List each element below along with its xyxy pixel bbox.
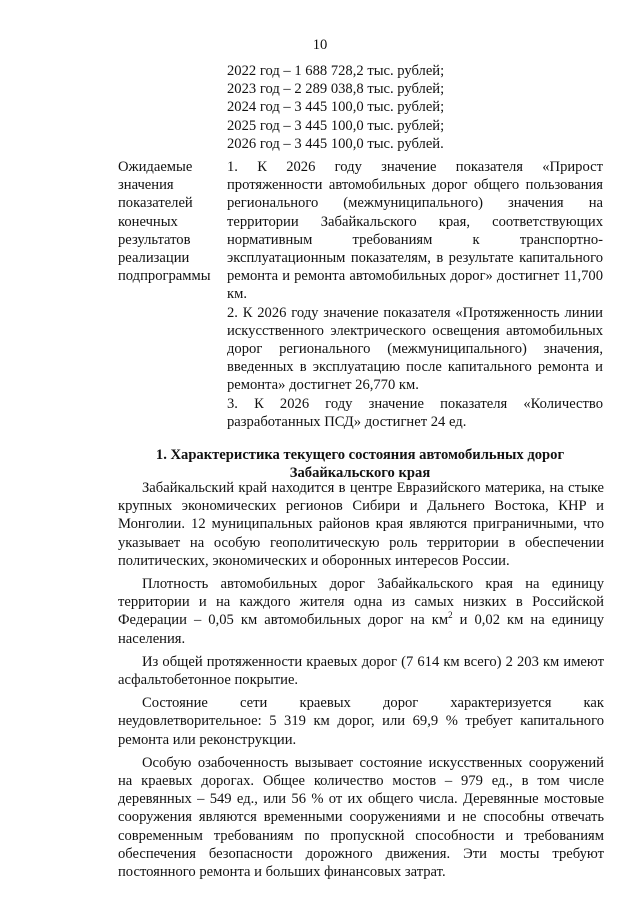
section-body	[118, 479, 604, 886]
paragraph-asphalt: Из общей протяженности краевых дорог (7 614 км всего) 2 203 км имеют асфальтобетонное покрытие.	[118, 653, 604, 689]
section-heading: 1. Характеристика текущего состояния автомобильных дорог Забайкальского края	[155, 447, 565, 482]
funding-by-year	[227, 62, 587, 153]
expected-result-item: 2. К 2026 году значение показателя «Протяженность линии искусственного электрического освещения автомобильных дорог регионального (межмуниципального) значения, введенных в эксплуатацию после капитального ремонта и ремонта» достигнет 26,770 км.	[227, 304, 603, 394]
funding-year-line: 2026 год – 3 445 100,0 тыс. рублей.	[227, 135, 444, 152]
expected-result-item: 1. К 2026 году значение показателя «Прирост протяженности автомобильных дорог общего пользования регионального (межмуниципального) значения на территории Забайкальского края, соответствующих нормативным требованиям к транспортно-эксплуатационным показателям, в результате капитального ремонта и ремонта автомобильных дорог» достигнет 11,700 км.	[227, 159, 603, 303]
density-text-end: и 0,02 км на единицу населения.	[118, 612, 604, 647]
expected-results-list	[227, 158, 603, 431]
expected-result-item: 3. К 2026 году значение показателя «Количество разработанных ПСД» достигнет 24 ед.	[227, 395, 603, 430]
page-number: 10	[312, 37, 328, 53]
paragraph-network-state: Состояние сети краевых дорог характеризуется как неудовлетворительное: 5 319 км дорог, или 69,9 % требует капитального ремонта или реконструкции.	[118, 695, 604, 748]
funding-year-line: 2023 год – 2 289 038,8 тыс. рублей;	[227, 81, 445, 98]
funding-year-line: 2025 год – 3 445 100,0 тыс. рублей;	[227, 117, 445, 134]
funding-year-line: 2024 год – 3 445 100,0 тыс. рублей;	[227, 99, 445, 116]
expected-results-label: Ожидаемые значения показателей конечных результатов реализации подпрограммы	[118, 159, 211, 285]
paragraph-bridges: Особую озабоченность вызывает состояние искусственных сооружений на краевых дорогах. Общее количество мостов – 979 ед., в том числе деревянных – 549 ед., или 56 % от их общего числа. Деревянные мостовые сооружения являются временными сооружениями и не способны отвечать современным требованиям по пропускной способности и требованиям обеспечения безопасности дорожного движения. Эти мосты требуют постоянного ремонта и больших финансовых затрат.	[118, 754, 604, 881]
density-text-start: Плотность автомобильных дорог Забайкальского края на единицу территории и на каждого жителя одна из самых низких в Российской Федерации – 0,05 км автомобильных дорог на км	[118, 576, 604, 629]
paragraph-location: Забайкальский край находится в центре Евразийского материка, на стыке крупных экономических регионов Сибири и Дальнего Востока, КНР и Монголии. 12 муниципальных районов края являются приграничными, что указывает на особую геополитическую роль территории в обеспечении политических, экономических и оборонных интересов России.	[118, 480, 604, 569]
superscript-2: 2	[448, 610, 453, 621]
paragraph-road-density	[118, 575, 604, 648]
funding-year-line: 2022 год – 1 688 728,2 тыс. рублей;	[227, 63, 445, 79]
